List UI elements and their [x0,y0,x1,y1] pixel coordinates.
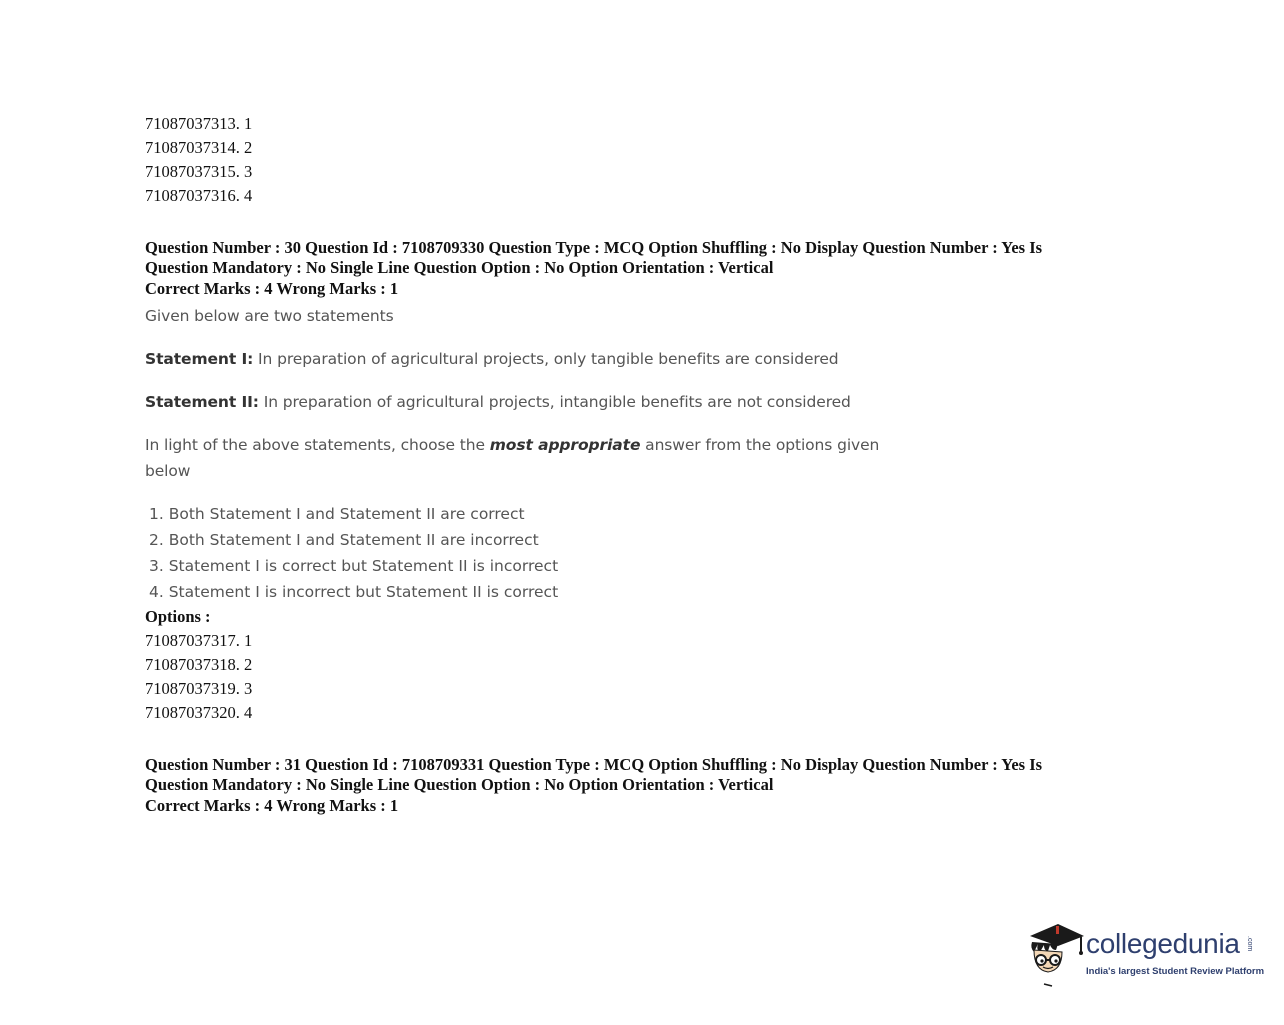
statement-2 [145,389,1105,415]
prompt-text: answer from the options given below [145,436,880,480]
question-meta-line: Question Mandatory : No Single Line Question Option : No Option Orientation : Vertical [145,774,774,794]
question-prompt [145,432,885,484]
previous-options-list [145,112,1105,208]
answer-choices [145,501,1105,605]
choice-item: 1. Both Statement I and Statement II are correct [149,505,525,523]
statement-1-text: In preparation of agricultural projects, only tangible benefits are considered [253,350,839,368]
collegedunia-logo [1026,918,1265,988]
option-line: 71087037317. 1 [145,631,253,650]
logo-wordmark: collegedunia [1086,928,1240,959]
option-line: 71087037319. 3 [145,679,253,698]
option-line: 71087037313. 1 [145,114,253,133]
choice-item: 2. Both Statement I and Statement II are incorrect [149,531,539,549]
question-marks: Correct Marks : 4 Wrong Marks : 1 [145,796,399,815]
option-line: 71087037315. 3 [145,162,253,181]
choice-item: 4. Statement I is incorrect but Statement II is correct [149,583,559,601]
option-line: 71087037318. 2 [145,655,253,674]
statement-1-label: Statement I: [145,350,254,368]
statement-2-label: Statement II: [145,393,259,411]
question-30 [145,238,1105,725]
statement-1 [145,346,1105,372]
document-page [145,112,1105,818]
option-line: 71087037316. 4 [145,186,253,205]
mascot-icon [1026,918,1086,988]
prompt-text: In light of the above statements, choose the [145,436,490,454]
logo-tagline: India's largest Student Review Platform [1086,966,1265,977]
question-intro: Given below are two statements [145,307,394,325]
question-meta-line: Question Mandatory : No Single Line Question Option : No Option Orientation : Vertical [145,257,774,277]
choice-item: 3. Statement I is correct but Statement II is incorrect [149,557,559,575]
option-line: 71087037320. 4 [145,703,253,722]
question-31 [145,755,1105,818]
options-label: Options : [145,607,211,626]
prompt-emphasis: most appropriate [489,436,641,454]
statement-2-text: In preparation of agricultural projects, intangible benefits are not considered [258,393,851,411]
option-line: 71087037314. 2 [145,138,253,157]
question-marks: Correct Marks : 4 Wrong Marks : 1 [145,279,399,298]
logo-domain: .com [1246,936,1253,952]
question-meta-line: Question Number : 31 Question Id : 7108709331 Question Type : MCQ Option Shuffling : No Display Question Number : Yes Is [145,755,1043,774]
question-meta-line: Question Number : 30 Question Id : 7108709330 Question Type : MCQ Option Shuffling : No Display Question Number : Yes Is [145,238,1043,257]
